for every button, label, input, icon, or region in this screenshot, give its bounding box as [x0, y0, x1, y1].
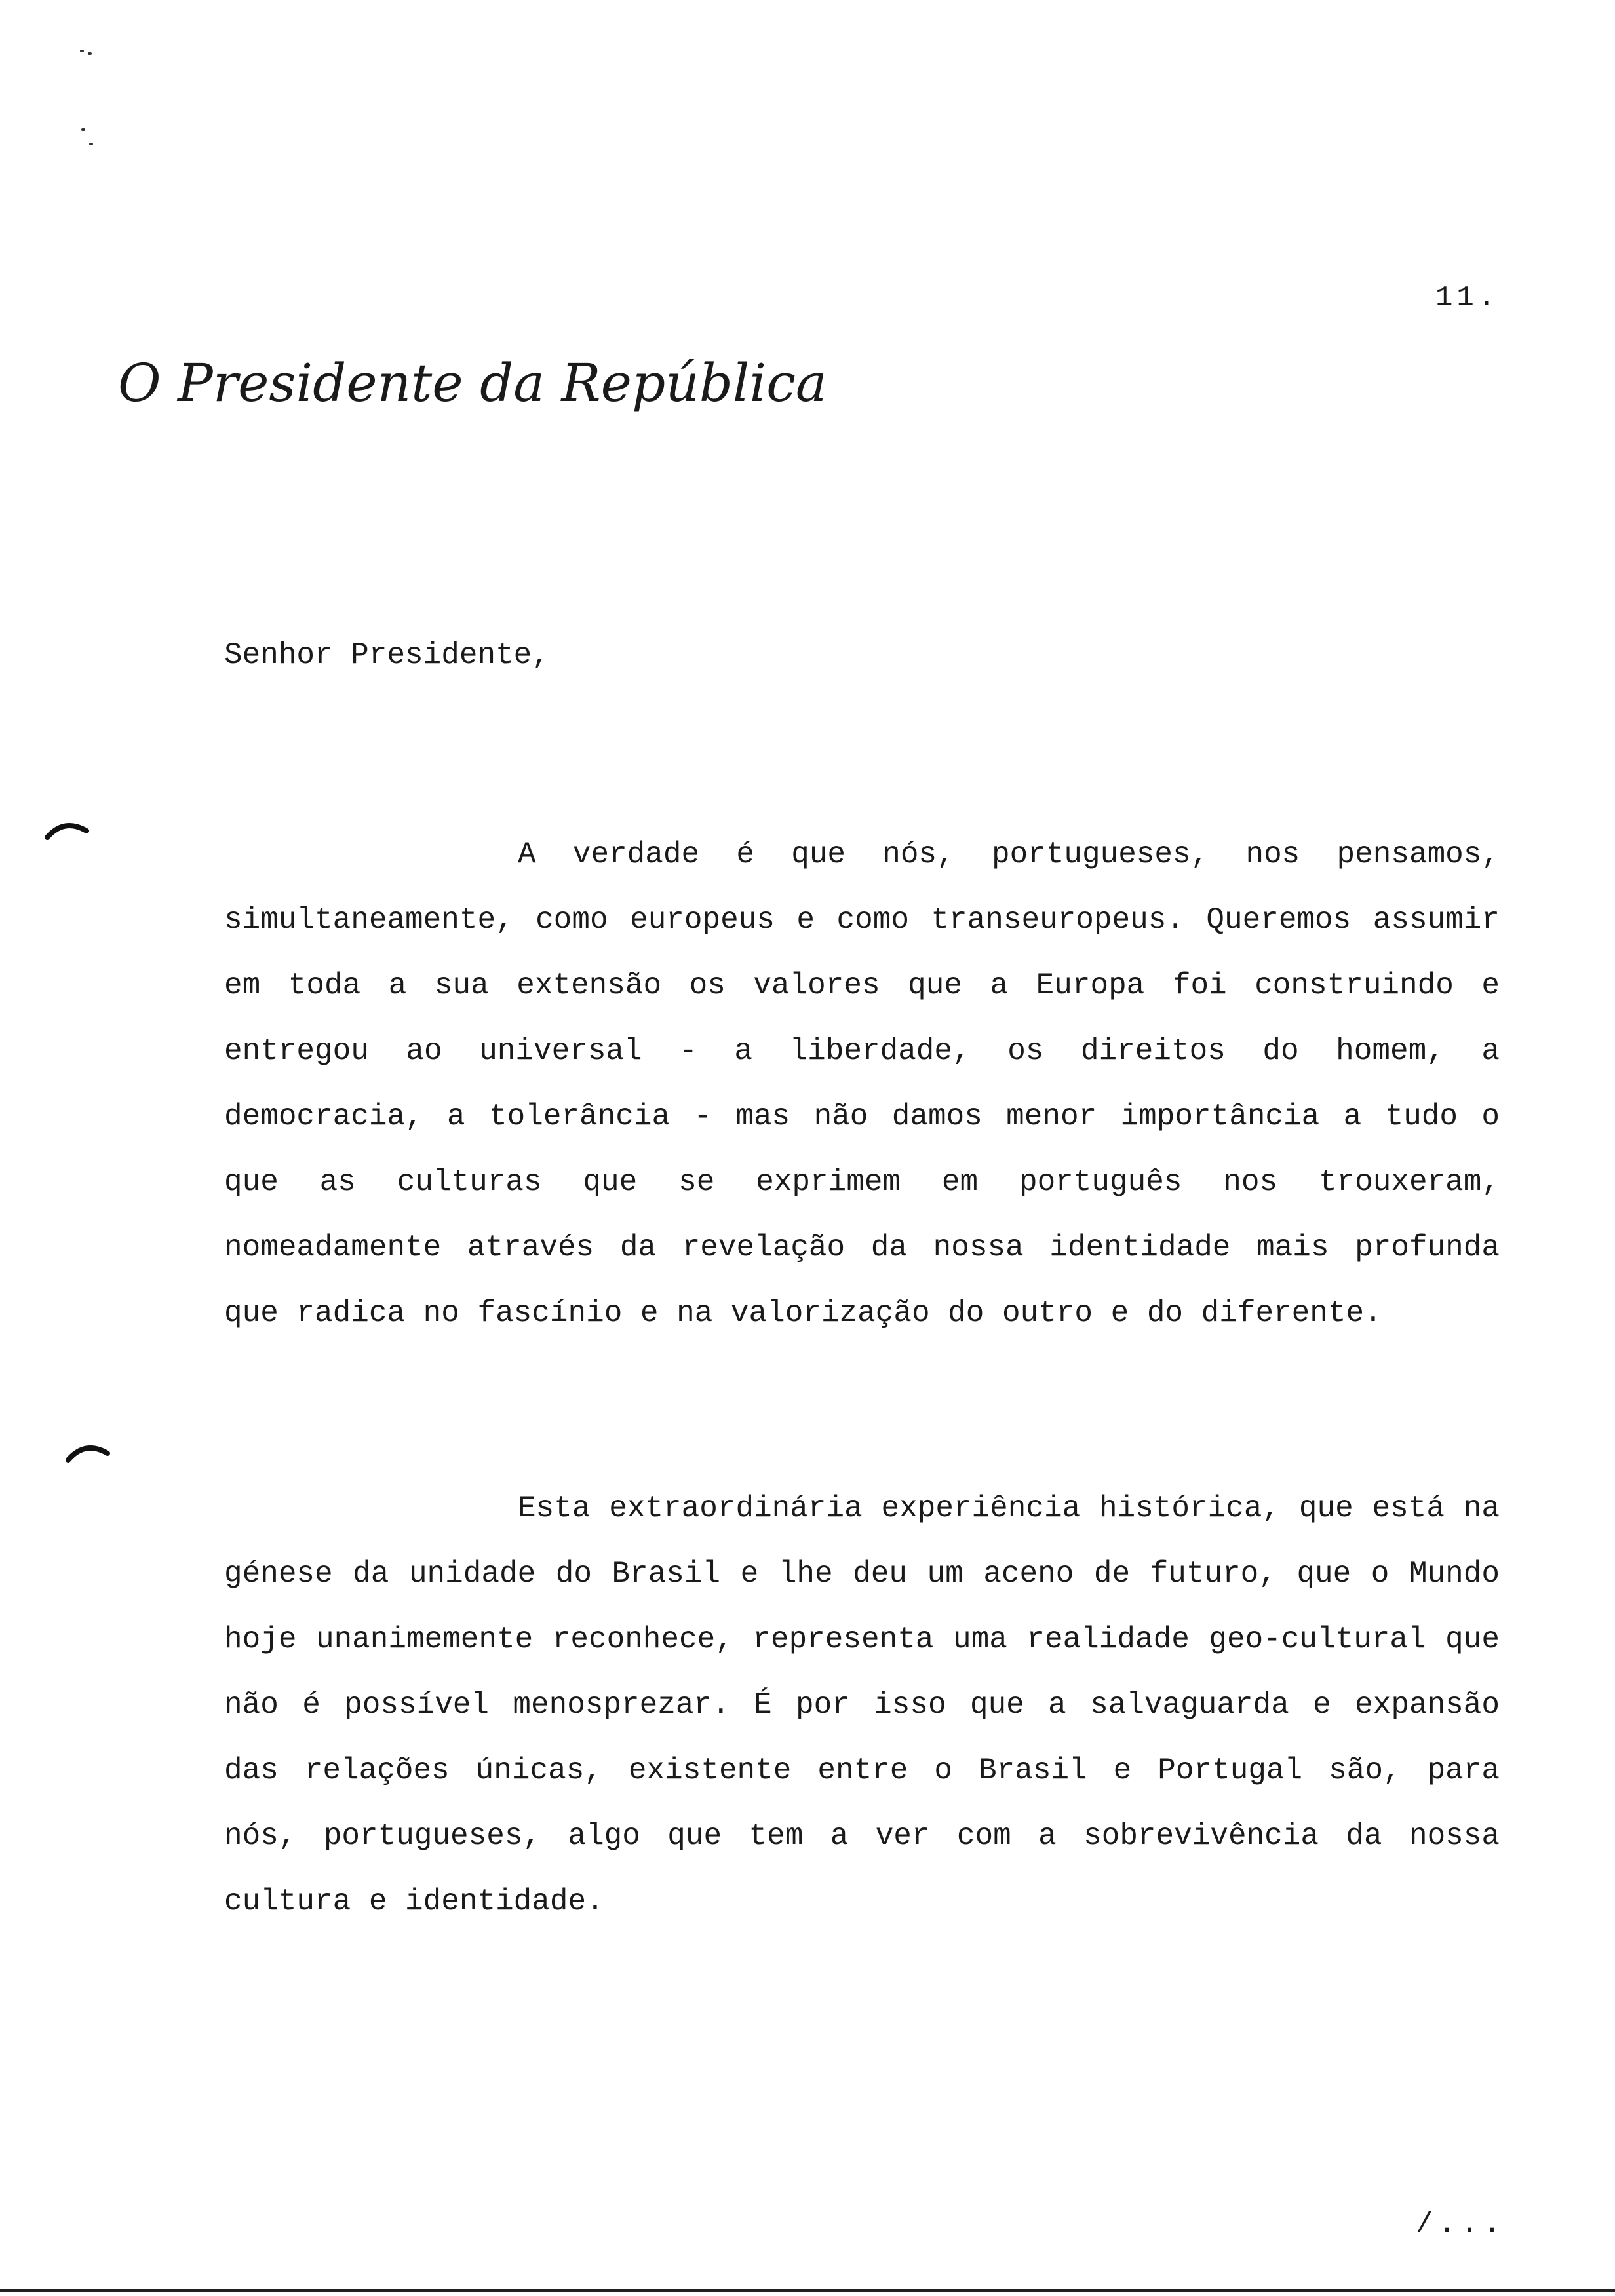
salutation: Senhor Presidente,	[224, 638, 550, 672]
bottom-scan-edge	[0, 2289, 1615, 2292]
paragraph-text: Esta extraordinária experiência histórica, que está na génese da unidade do Brasil e lhe deu um aceno de futuro, que o Mundo hoje unanimemente reconhece, representa uma realidade geo-cultural que não é possível menosprezar. É por isso que a salvaguarda e expansão das relações únicas, existente entre o Brasil e Portugal são, para nós, portugueses, algo que tem a ver com a sobrevivência da nossa cultura e identidade.	[224, 1491, 1500, 1919]
body-paragraph-2	[224, 1476, 1500, 1934]
continuation-mark: /...	[1416, 2208, 1506, 2241]
paragraph-text: A verdade é que nós, portugueses, nos pensamos, simultaneamente, como europeus e como transeuropeus. Queremos assumir em toda a sua extensão os valores que a Europa foi construindo e entregou ao universal - a liberdade, os direitos do homem, a democracia, a tolerância - mas não damos menor importância a tudo o que as culturas que se exprimem em português nos trouxeram, nomeadamente através da revelação da nossa identidade mais profunda que radica no fascínio e na valorização do outro e do diferente.	[224, 837, 1500, 1330]
letterhead-text: O Presidente da República	[118, 353, 827, 413]
scan-speck	[88, 52, 92, 55]
punch-hole-mark	[45, 815, 90, 841]
scan-speck	[80, 50, 84, 52]
scan-speck	[89, 143, 93, 145]
body-paragraph-1	[224, 822, 1500, 1346]
letterhead-script-logo	[118, 347, 827, 419]
punch-hole-mark	[66, 1438, 111, 1464]
scan-speck	[81, 128, 85, 131]
page-number: 11.	[1435, 282, 1500, 315]
